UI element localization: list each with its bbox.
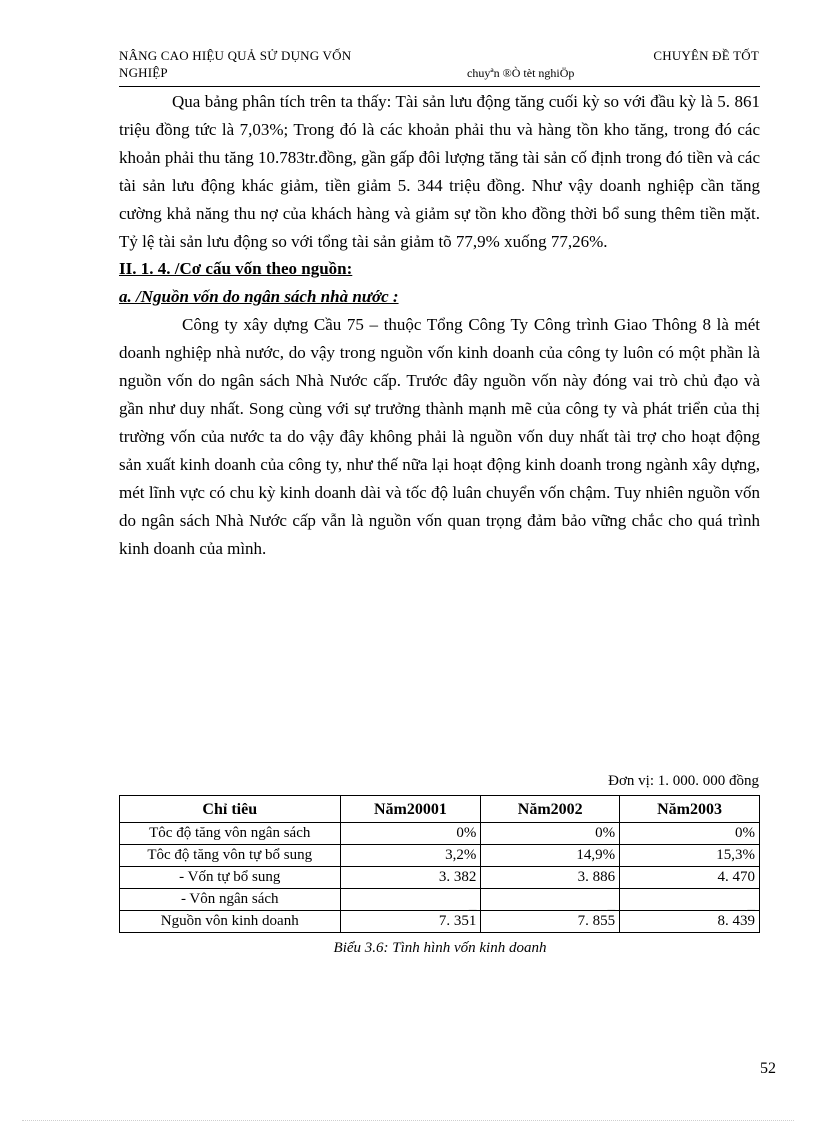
page-number: 52: [760, 1060, 776, 1077]
table-row: [120, 823, 760, 845]
table-cell: _: [340, 889, 481, 911]
table-cell: 4. 470: [620, 867, 760, 889]
paragraph-analysis: Qua bảng phân tích trên ta thấy: Tài sản lưu động tăng cuối kỳ so với đầu kỳ là 5. 861 triệu đồng tức là 7,03%; Trong đó là các khoản phải thu và hàng tồn kho tăng, trong đó các khoản phải thu tăng 10.783tr.đồng, gần gấp đôi lượng tăng tài sản cố định trong đó tiền và các tài sản lưu động khác giảm, tiền giảm 5. 344 triệu đồng. Như vậy doanh nghiệp cần tăng cường khả năng thu nợ của khách hàng và giảm sự tồn kho đồng thời bổ sung thêm tiền mặt. Tỷ lệ tài sản lưu động so với tổng tài sản giảm tõ 77,9% xuống 77,26%.: [119, 92, 760, 251]
header-title-line2: NGHIỆP: [119, 65, 168, 80]
header-left: [119, 47, 351, 81]
unit-label: Đơn vị: 1. 000. 000 đồng: [608, 773, 759, 789]
table-cell: 3,2%: [340, 845, 481, 867]
table-row: [120, 911, 760, 933]
header-title-line1: NÂNG CAO HIỆU QUẢ SỬ DỤNG VỐN: [119, 48, 352, 63]
capital-table: [119, 795, 760, 933]
page-bottom-rule: [22, 1120, 794, 1121]
section-heading: II. 1. 4. /Cơ cấu vốn theo nguồn:: [119, 259, 353, 279]
table-cell: - Vôn ngân sách: [120, 889, 341, 911]
table-header-cell: Năm2002: [481, 796, 620, 823]
paragraph-state-budget: Công ty xây dựng Cầu 75 – thuộc Tổng Công Ty Công trình Giao Thông 8 là mét doanh nghiệp nhà nước, do vậy trong nguồn vốn kinh doanh của công ty luôn có một phần là nguồn vốn do ngân sách Nhà Nước cấp. Trước đây nguồn vốn này đóng vai trò chủ đạo và gần như duy nhất. Song cùng với sự trưởng thành mạnh mẽ của công ty và phát triển của thị trường vốn của nước ta do vậy đây không phải là nguồn vốn duy nhất tài trợ cho hoạt động sản xuất kinh doanh của công ty, như thế nữa lại hoạt động kinh doanh trong ngành xây dựng, mét lĩnh vực có chu kỳ kinh doanh dài và tốc độ luân chuyển vốn chậm. Tuy nhiên nguồn vốn do ngân sách Nhà Nước cấp vẫn là nguồn vốn quan trọng đảm bảo vững chắc cho quá trình kinh doanh của mình.: [119, 315, 760, 558]
subsection-heading: a. /Nguồn vốn do ngân sách nhà nước :: [119, 287, 399, 307]
table-row: [120, 889, 760, 911]
table-cell: Nguồn vôn kinh doanh: [120, 911, 341, 933]
table-cell: 0%: [481, 823, 620, 845]
table-cell: Tôc độ tăng vôn ngân sách: [120, 823, 341, 845]
table-header-cell: Năm2003: [620, 796, 760, 823]
table-cell: 8. 439: [620, 911, 760, 933]
table-caption: Biểu 3.6: Tình hình vốn kinh doanh: [333, 940, 547, 956]
table-row: [120, 867, 760, 889]
table-header-cell: Chỉ tiêu: [120, 796, 341, 823]
table-row: [120, 845, 760, 867]
table-cell: 15,3%: [620, 845, 760, 867]
table-cell: 14,9%: [481, 845, 620, 867]
table-header-cell: Năm20001: [340, 796, 481, 823]
header-rule: [119, 86, 760, 87]
table-cell: 3. 886: [481, 867, 620, 889]
table-header-row: [120, 796, 760, 823]
table-cell: 7. 855: [481, 911, 620, 933]
table-cell: 0%: [340, 823, 481, 845]
body-text: [119, 88, 760, 562]
header-middle: chuyªn ®Ò tèt nghiÖp: [467, 66, 575, 80]
table-cell: 3. 382: [340, 867, 481, 889]
table-cell: _: [481, 889, 620, 911]
header-right: CHUYÊN ĐỀ TỐT: [653, 48, 759, 63]
table-cell: 7. 351: [340, 911, 481, 933]
table-cell: Tôc độ tăng vôn tự bổ sung: [120, 845, 341, 867]
table-cell: _: [620, 889, 760, 911]
table-cell: 0%: [620, 823, 760, 845]
table-cell: - Vốn tự bổ sung: [120, 867, 341, 889]
